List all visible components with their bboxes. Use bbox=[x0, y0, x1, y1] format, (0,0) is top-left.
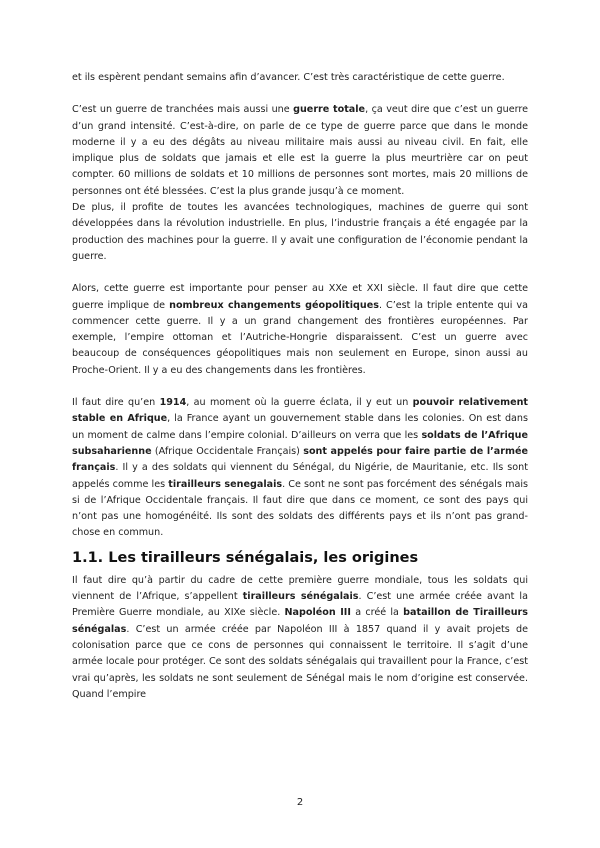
bold-text: sont appelés pour faire partie de l’armée français bbox=[72, 445, 528, 474]
bold-text: tirailleurs senegalais bbox=[168, 478, 283, 490]
text-run: , ça veut dire que c’est un guerre d’un grand intensité. C’est-à-dire, on parle de ce type de guerre parce que dans le monde moderne il y a eu des dégâts au niveau militaire mais aussi au niveau civil. En fait, elle implique plus de soldats que jamais et elle est la guerre la plus meurtrière car on peut compter. 60 millions de soldats et 10 millions de personnes sont mortes, mais 20 millions de personnes ont été blessées. C’est la plus grande jusqu’à ce moment. bbox=[72, 104, 529, 197]
section-heading: 1.1. Les tirailleurs sénégalais, les origines bbox=[72, 549, 419, 566]
bold-text: nombreux changements géopolitiques bbox=[169, 299, 379, 311]
text-run: . C’est un armée créée par Napoléon III à 1857 quand il y avait projets de colonisation parce que ce cons de personnes qui connaissent le territoire. Il s’agit d’une armée locale pour protéger. Ce sont des soldats sénégalais qui travaillent pour la France, c’est vrai qu’après, les soldats ne sont seulement de Sénégal mais le nom d’origine est conservée. Quand l’empire bbox=[72, 623, 528, 700]
text-run: (Afrique Occidentale Français) bbox=[151, 445, 304, 457]
text-run: Alors, cette guerre est importante pour penser au XXe et XXI siècle. Il faut dire que cette guerre implique de bbox=[72, 283, 528, 311]
bold-text: 1914 bbox=[159, 397, 187, 409]
bold-text: guerre totale bbox=[293, 104, 366, 116]
text-run: , la France ayant un gouvernement stable dans les colonies. On est dans un moment de calme dans l’empire colonial. D’ailleurs on verra que les bbox=[72, 413, 529, 441]
bold-text: bataillon de Tirailleurs sénégalas bbox=[72, 607, 528, 635]
text-run: C’est un guerre de tranchées mais aussi une bbox=[72, 104, 294, 116]
paragraph-1 bbox=[72, 70, 528, 86]
paragraph-gap bbox=[72, 265, 528, 281]
page-number: 2 bbox=[296, 797, 304, 808]
bold-text: soldats de l’Afrique subsaharienne bbox=[72, 429, 528, 457]
paragraph-gap bbox=[72, 379, 528, 395]
paragraph-gap bbox=[72, 86, 528, 102]
bold-text: tirailleurs sénégalais bbox=[242, 591, 359, 603]
text-run: . C’est la triple entente qui va commencer cette guerre. Il y a un grand changement des frontières européennes. Par exemple, l’empire ottoman et l’Autriche-Hongrie disparaissent. C’est un guerre avec beaucoup de conséquences géopolitiques mais non seulement en Europe, sinon aussi au Proche-Orient. Il y a eu des changements dans les frontières. bbox=[72, 299, 528, 376]
paragraph-6 bbox=[72, 573, 528, 703]
text-run: et ils espèrent pendant semains afin d’avancer. C’est très caractéristique de cette guerre. bbox=[72, 72, 505, 83]
paragraph-2 bbox=[72, 102, 528, 200]
document-page bbox=[72, 70, 528, 703]
bold-text: pouvoir relativement stable en Afrique bbox=[72, 397, 528, 425]
text-run: a créé la bbox=[350, 607, 404, 619]
text-run: De plus, il profite de toutes les avancées technologiques, machines de guerre qui sont développées dans la révolution industrielle. En plus, l’industrie français a été engagée par la production des machines pour la guerre. Il y avait une configuration de l’économie pendant la guerre. bbox=[72, 202, 528, 262]
paragraph-4 bbox=[72, 281, 528, 379]
text-run: . C’est une armée créée avant la Première Guerre mondiale, au XIXe siècle. bbox=[72, 591, 528, 619]
text-run: . Il y a des soldats qui viennent du Sénégal, du Nigérie, de Mauritanie, etc. Ils sont appelés comme les bbox=[72, 462, 528, 490]
text-run: Il faut dire qu’à partir du cadre de cette première guerre mondiale, tous les soldats qui viennent de l’Afrique, s’appellent bbox=[72, 574, 528, 603]
bold-text: Napoléon III bbox=[284, 607, 351, 619]
paragraph-3 bbox=[72, 200, 528, 265]
paragraph-5 bbox=[72, 395, 528, 542]
text-run: . Ce sont ne sont pas forcément des sénégals mais si de l’Afrique Occidentale français. Il faut dire que dans ce moment, ce sont des pays qui n’ont pas une homogénéité. Ils sont des soldats des différents pays et ils n’ont pas grand-chose en commun. bbox=[72, 478, 528, 539]
text-run: , au moment où la guerre éclata, il y eut un bbox=[186, 397, 413, 409]
text-run: Il faut dire qu’en bbox=[72, 397, 160, 409]
